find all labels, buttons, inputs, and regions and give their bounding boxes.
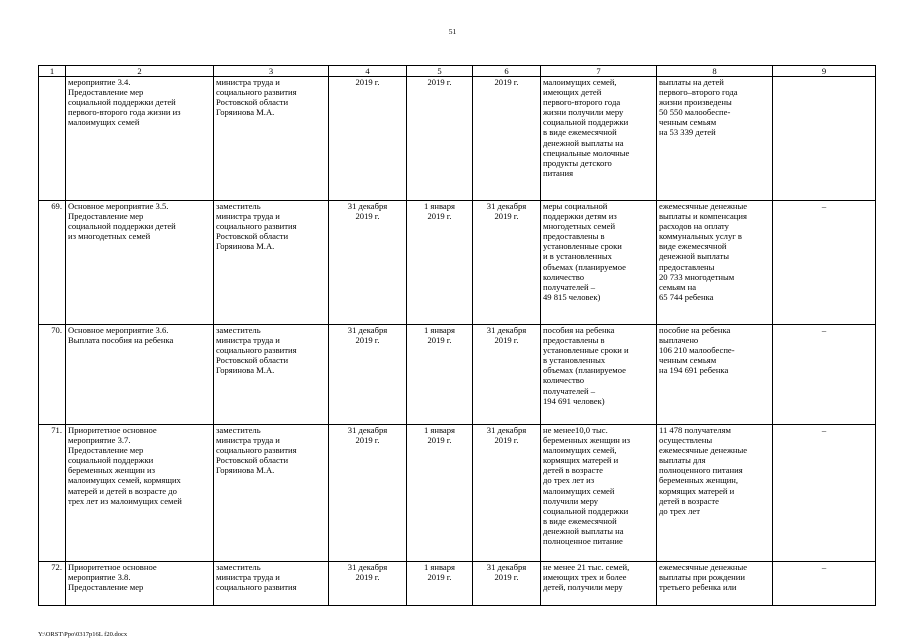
table-cell-col5 [407, 77, 473, 201]
cell-text-line: до трех лет из [543, 475, 595, 486]
table-cell-col3 [214, 562, 329, 606]
cell-text-line: предоставлены в [543, 231, 605, 242]
cell-text-line: социальной поддержки [543, 505, 629, 516]
cell-text-line: выплаты на детей [659, 77, 724, 87]
cell-text-line: Основное мероприятие 3.5. [68, 201, 169, 211]
table-cell-col6 [473, 325, 541, 425]
cell-text-line: количество [543, 271, 585, 282]
cell-text-line: 20 733 многодетным [659, 271, 735, 282]
cell-text-line: Горяинова М.А. [216, 107, 275, 118]
cell-text-line: коммунальных услуг в [659, 231, 742, 242]
cell-text-line: Выплата пособия на ребенка [68, 335, 174, 346]
cell-text-line: Ростовской области [216, 355, 289, 366]
table-body [39, 77, 876, 606]
column-header-5: 5 [407, 66, 473, 77]
cell-text-line: 2019 г. [427, 211, 452, 222]
cell-text-line: Приоритетное основное [68, 425, 157, 435]
table-cell-col5 [407, 562, 473, 606]
cell-text-line: заместитель [216, 201, 261, 211]
column-header-6: 6 [473, 66, 541, 77]
column-header-4: 4 [329, 66, 407, 77]
table-cell-col7 [541, 425, 657, 562]
cell-text-line: получателей – [543, 281, 595, 292]
cell-text-line: получателей – [543, 385, 595, 396]
table-row [39, 77, 876, 201]
cell-text-line: детей, получили меру [543, 582, 623, 593]
cell-text-line: кормящих матерей и [543, 455, 619, 466]
cell-text-line: жизни получили меру [543, 107, 624, 118]
cell-text-line: семьям на [659, 281, 697, 292]
table-cell-col5 [407, 325, 473, 425]
table-cell-col6 [473, 77, 541, 201]
cell-text-line: расходов на оплату [659, 221, 729, 232]
table-cell-col4 [329, 201, 407, 325]
cell-text-line: и в установленных [543, 251, 612, 262]
table-cell-col5 [407, 201, 473, 325]
table-row [39, 425, 876, 562]
cell-text-line: Предоставление мер [68, 582, 144, 593]
cell-text-line: Ростовской области [216, 231, 289, 242]
cell-text-line: из многодетных семей [68, 231, 151, 242]
table-row [39, 201, 876, 325]
cell-text-line: 65 744 ребенка [659, 291, 714, 302]
cell-text-line: специальные молочные [543, 147, 630, 158]
cell-text-line: Ростовской области [216, 455, 289, 466]
cell-text-line: на 194 691 ребенка [659, 365, 729, 376]
table-cell-col1: 69. [39, 201, 66, 325]
cell-text-line: 31 декабря [347, 325, 388, 335]
cell-text-line: Горяинова М.А. [216, 241, 275, 252]
cell-text-line: осуществлены [659, 435, 713, 446]
table-cell-col2 [66, 425, 214, 562]
cell-text-line: министра труда и [216, 335, 280, 346]
cell-text-line: 2019 г. [355, 211, 380, 222]
cell-text-line: социального развития [216, 345, 297, 356]
cell-text-line: полноценное питание [543, 536, 623, 547]
cell-text-line: питания [543, 167, 574, 178]
cell-text-line: социального развития [216, 221, 297, 232]
cell-text-line: социальной поддержки [543, 117, 629, 128]
cell-text-line: выплачено [659, 335, 699, 346]
cell-text-line: выплаты при рождении [659, 572, 745, 583]
cell-text-line: 2019 г. [427, 335, 452, 346]
cell-text-line: заместитель [216, 425, 261, 435]
cell-text-line: 2019 г. [355, 335, 380, 346]
cell-text-line: выплаты для [659, 455, 706, 466]
cell-text-line: 2019 г. [355, 572, 380, 583]
column-header-3: 3 [214, 66, 329, 77]
cell-text-line: социальной поддержки [68, 455, 154, 466]
cell-text-line: мероприятие 3.4. [68, 77, 131, 87]
cell-text-line: социальной поддержки детей [68, 221, 176, 232]
cell-text-line: 1 января [423, 325, 455, 335]
cell-text-line: Приоритетное основное [68, 562, 157, 572]
cell-text-line: не менее10,0 тыс. [543, 425, 608, 435]
table-cell-col3 [214, 325, 329, 425]
table-cell-col1: 70. [39, 325, 66, 425]
cell-text-line: 31 декабря [486, 325, 527, 335]
header-row [39, 66, 876, 77]
cell-text-line: в виде ежемесячной [543, 515, 617, 526]
cell-text-line: министра труда и [216, 435, 280, 446]
cell-text-line: детей в возрасте [659, 495, 719, 506]
cell-text-line: детей в возрасте [543, 465, 603, 476]
table-cell-col8 [657, 562, 773, 606]
table-cell-col9: – [773, 562, 876, 606]
cell-text-line: ежемесячные денежные [659, 562, 748, 572]
table-cell-col2 [66, 325, 214, 425]
table-cell-col9 [773, 77, 876, 201]
table-cell-col6 [473, 562, 541, 606]
cell-text-line: имеющих трех и более [543, 572, 627, 583]
table-cell-col3 [214, 77, 329, 201]
cell-text-line: министра труда и [216, 211, 280, 222]
table-cell-col1 [39, 77, 66, 201]
table-cell-col2 [66, 201, 214, 325]
cell-text-line: количество [543, 375, 585, 386]
cell-text-line: 1 января [423, 562, 455, 572]
file-path-footer: Y:\ORST\Ppo\0317p16L f20.docx [38, 631, 128, 638]
cell-text-line: 2019 г. [494, 211, 519, 222]
cell-text-line: 2019 г. [427, 435, 452, 446]
cell-text-line: социальной поддержки детей [68, 97, 176, 108]
cell-text-line: первого–второго года [659, 87, 738, 98]
cell-text-line: социального развития [216, 87, 297, 98]
cell-text-line: Ростовской области [216, 97, 289, 108]
report-table [38, 65, 876, 606]
cell-text-line: объемах (планируемое [543, 261, 626, 272]
cell-text-line: 31 декабря [486, 201, 527, 211]
cell-text-line: социального развития [216, 445, 297, 456]
table-cell-col6 [473, 201, 541, 325]
table-cell-col7 [541, 562, 657, 606]
table-cell-col8 [657, 77, 773, 201]
cell-text-line: 31 декабря [347, 562, 388, 572]
cell-text-line: виде ежемесячной [659, 241, 727, 252]
table-cell-col5 [407, 425, 473, 562]
cell-text-line: 2019 г. [355, 77, 380, 87]
cell-text-line: 31 декабря [486, 425, 527, 435]
cell-text-line: первого-второго года [543, 97, 621, 108]
cell-text-line: выплаты и компенсация [659, 211, 747, 222]
cell-text-line: 31 декабря [347, 201, 388, 211]
table-cell-col4 [329, 562, 407, 606]
cell-text-line: трех лет из малоимущих семей [68, 495, 182, 506]
cell-text-line: 2019 г. [494, 77, 519, 87]
table-cell-col8 [657, 201, 773, 325]
cell-text-line: матерей и детей в возрасте до [68, 485, 177, 496]
table-cell-col8 [657, 425, 773, 562]
cell-text-line: беременных женщин из [543, 435, 631, 446]
cell-text-line: поддержки детям из [543, 211, 617, 222]
table-cell-col7 [541, 77, 657, 201]
table-cell-col3 [214, 201, 329, 325]
cell-text-line: продукты детского [543, 157, 612, 168]
cell-text-line: кормящих матерей и [659, 485, 735, 496]
cell-text-line: получили меру [543, 495, 599, 506]
cell-text-line: 194 691 человек) [543, 395, 605, 406]
cell-text-line: денежной выплаты [659, 251, 730, 262]
cell-text-line: 31 декабря [486, 562, 527, 572]
cell-text-line: в установленных [543, 355, 606, 366]
cell-text-line: Горяинова М.А. [216, 365, 275, 376]
cell-text-line: Предоставление мер [68, 211, 144, 222]
table-cell-col6 [473, 425, 541, 562]
cell-text-line: малоимущих семей [543, 485, 615, 496]
page-number: 51 [448, 27, 457, 36]
cell-text-line: 106 210 малообеспе- [659, 345, 735, 356]
cell-text-line: заместитель [216, 562, 261, 572]
cell-text-line: меры социальной [543, 201, 608, 211]
table-cell-col7 [541, 325, 657, 425]
cell-text-line: 2019 г. [494, 335, 519, 346]
cell-text-line: Горяинова М.А. [216, 465, 275, 476]
column-header-1: 1 [39, 66, 66, 77]
table-cell-col9: – [773, 425, 876, 562]
table-cell-col9: – [773, 201, 876, 325]
cell-text-line: не менее 21 тыс. семей, [543, 562, 630, 572]
cell-text-line: предоставлены [659, 261, 715, 272]
cell-text-line: социального развития [216, 582, 297, 593]
cell-text-line: мероприятие 3.7. [68, 435, 131, 446]
cell-text-line: малоимущих семей, [543, 445, 617, 456]
cell-text-line: первого-второго года жизни из [68, 107, 181, 118]
cell-text-line: 2019 г. [355, 435, 380, 446]
cell-text-line: жизни произведены [659, 97, 732, 108]
cell-text-line: ежемесячные денежные [659, 201, 748, 211]
cell-text-line: установленные сроки [543, 241, 622, 252]
table-cell-col1: 71. [39, 425, 66, 562]
cell-text-line: 2019 г. [427, 572, 452, 583]
cell-text-line: 2019 г. [494, 435, 519, 446]
column-header-9: 9 [773, 66, 876, 77]
column-header-2: 2 [66, 66, 214, 77]
table-cell-col3 [214, 425, 329, 562]
cell-text-line: имеющих детей [543, 87, 602, 98]
cell-text-line: на 53 339 детей [659, 127, 716, 138]
cell-text-line: 2019 г. [427, 77, 452, 87]
table-cell-col4 [329, 325, 407, 425]
table-cell-col2 [66, 77, 214, 201]
column-header-7: 7 [541, 66, 657, 77]
cell-text-line: в виде ежемесячной [543, 127, 617, 138]
table-cell-col9: – [773, 325, 876, 425]
table-row [39, 325, 876, 425]
cell-text-line: многодетных семей [543, 221, 616, 232]
cell-text-line: третьего ребенка или [659, 582, 737, 593]
table-cell-col8 [657, 325, 773, 425]
cell-text-line: Предоставление мер [68, 87, 144, 98]
cell-text-line: полноценного питания [659, 465, 743, 476]
table-cell-col1: 72. [39, 562, 66, 606]
cell-text-line: ченным семьям [659, 117, 717, 128]
cell-text-line: малоимущих семей, [543, 77, 617, 87]
cell-text-line: беременных женщин, [659, 475, 739, 486]
cell-text-line: пособия на ребенка [543, 325, 615, 335]
cell-text-line: малоимущих семей, кормящих [68, 475, 181, 486]
cell-text-line: 11 478 получателям [659, 425, 731, 435]
cell-text-line: денежной выплаты на [543, 137, 624, 148]
cell-text-line: Предоставление мер [68, 445, 144, 456]
cell-text-line: 1 января [423, 425, 455, 435]
cell-text-line: малоимущих семей [68, 117, 140, 128]
cell-text-line: 31 декабря [347, 425, 388, 435]
cell-text-line: Основное мероприятие 3.6. [68, 325, 169, 335]
cell-text-line: 1 января [423, 201, 455, 211]
table-cell-col7 [541, 201, 657, 325]
cell-text-line: ченным семьям [659, 355, 717, 366]
table-cell-col4 [329, 77, 407, 201]
cell-text-line: денежной выплаты на [543, 525, 624, 536]
cell-text-line: министра труда и [216, 77, 280, 87]
cell-text-line: ежемесячные денежные [659, 445, 748, 456]
cell-text-line: 49 815 человек) [543, 291, 601, 302]
cell-text-line: пособие на ребенка [659, 325, 731, 335]
cell-text-line: министра труда и [216, 572, 280, 583]
cell-text-line: заместитель [216, 325, 261, 335]
column-header-8: 8 [657, 66, 773, 77]
cell-text-line: беременных женщин из [68, 465, 156, 476]
cell-text-line: объемах (планируемое [543, 365, 626, 376]
table-cell-col2 [66, 562, 214, 606]
cell-text-line: предоставлены в [543, 335, 605, 346]
table-cell-col4 [329, 425, 407, 562]
cell-text-line: 2019 г. [494, 572, 519, 583]
cell-text-line: 50 550 малообеспе- [659, 107, 731, 118]
cell-text-line: до трех лет [659, 505, 700, 516]
cell-text-line: мероприятие 3.8. [68, 572, 131, 583]
cell-text-line: установленные сроки и [543, 345, 629, 356]
table-row [39, 562, 876, 606]
